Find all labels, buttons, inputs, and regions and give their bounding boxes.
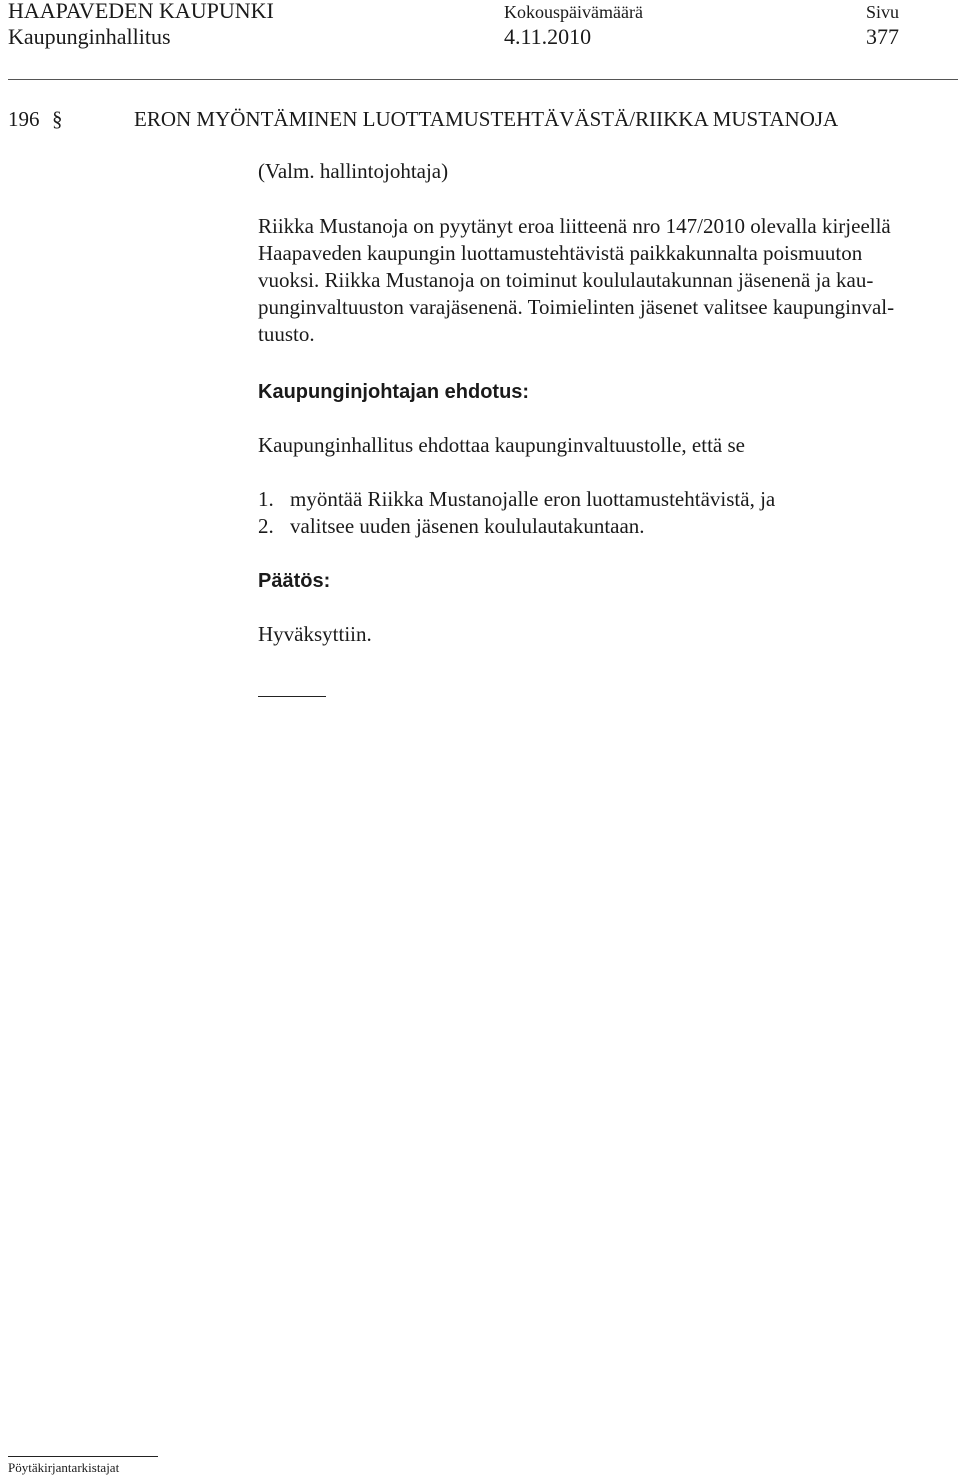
proposal-intro: Kaupunginhallitus ehdottaa kaupunginvaltuustolle, että se <box>258 433 745 457</box>
decision-heading: Päätös: <box>258 570 331 592</box>
end-of-item-rule <box>258 696 326 697</box>
page-number: 377 <box>866 24 899 49</box>
proposal-item-text: myöntää Riikka Mustanojalle eron luottamustehtävistä, ja <box>290 487 776 511</box>
decision-text: Hyväksyttiin. <box>258 622 372 646</box>
item-title: ERON MYÖNTÄMINEN LUOTTAMUSTEHTÄVÄSTÄ/RIIKKA MUSTANOJA <box>134 107 839 131</box>
section-sign-icon: § <box>52 107 63 131</box>
proposal-item-number: 2. <box>258 514 274 538</box>
date-label: Kokouspäivämäärä <box>504 2 643 22</box>
description-line: tuusto. <box>258 322 315 346</box>
preparer: (Valm. hallintojohtaja) <box>258 159 449 183</box>
header-divider <box>8 79 958 80</box>
body-name: Kaupunginhallitus <box>8 24 171 49</box>
description-line: Haapaveden kaupungin luottamustehtävistä paikkakunnalta poismuuton <box>258 241 863 265</box>
description-line: vuoksi. Riikka Mustanoja on toiminut koululautakunnan jäsenenä ja kau- <box>258 268 874 292</box>
proposal-item-number: 1. <box>258 487 274 511</box>
meeting-date: 4.11.2010 <box>504 24 592 49</box>
footer-signature-line <box>8 1456 158 1457</box>
proposal-heading: Kaupunginjohtajan ehdotus: <box>258 381 530 403</box>
description-line: Riikka Mustanoja on pyytänyt eroa liitteenä nro 147/2010 olevalla kirjeellä <box>258 214 891 238</box>
page-label: Sivu <box>866 2 900 22</box>
description-line: punginvaltuuston varajäsenenä. Toimielinten jäsenet valitsee kaupunginval- <box>258 295 895 319</box>
item-number: 196 <box>8 107 40 131</box>
organization-name: HAAPAVEDEN KAUPUNKI <box>8 0 274 23</box>
proposal-item-text: valitsee uuden jäsenen koululautakuntaan. <box>290 514 645 538</box>
item-description <box>258 213 958 348</box>
footer-label: Pöytäkirjantarkistajat <box>8 1460 120 1475</box>
